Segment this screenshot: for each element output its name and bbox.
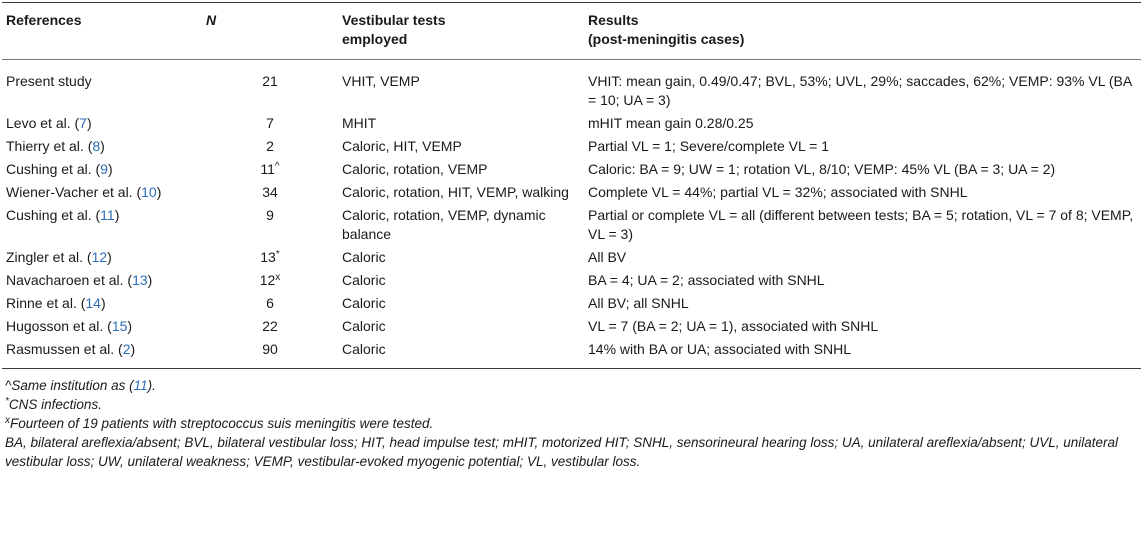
citation-link[interactable]: 7: [79, 115, 87, 131]
reference-cell: [2, 60, 202, 115]
n-value: 34: [262, 184, 278, 200]
results-cell: All BV: [588, 249, 627, 265]
n-cell: [202, 160, 338, 183]
footnote-mark: ^: [274, 161, 280, 172]
table-row: [2, 183, 1141, 206]
reference-name: Hugosson et al. (: [6, 318, 112, 334]
n-value: 12: [259, 272, 276, 288]
header-results-line1: Results: [588, 12, 639, 28]
citation-link[interactable]: 2: [122, 341, 131, 357]
table-row: [2, 60, 1141, 115]
footnote-text: CNS infections.: [8, 397, 102, 412]
reference-cell: [2, 160, 202, 183]
n-cell: [202, 183, 338, 206]
n-cell: [202, 137, 338, 160]
header-row: [2, 3, 1141, 60]
n-value: 6: [266, 295, 274, 311]
table-row: [2, 317, 1141, 340]
reference-close: ): [114, 207, 120, 223]
citation-link[interactable]: 10: [141, 184, 157, 200]
reference-cell: [2, 271, 202, 294]
reference-name: Rasmussen et al. (: [6, 341, 123, 357]
table-row: [2, 248, 1141, 271]
reference-name: Cushing et al. (: [6, 161, 101, 177]
footnote-mark: *: [5, 396, 9, 407]
results-cell: VHIT: mean gain, 0.49/0.47; BVL, 53%; UVL, 29%; saccades, 62%; VEMP: 93% VL (BA = 10; UA = 3): [588, 73, 1132, 108]
footnote-mark: ^: [5, 378, 12, 393]
tests-cell: Caloric: [342, 318, 386, 334]
tests-cell: Caloric: [342, 272, 386, 288]
n-value: 22: [262, 318, 278, 334]
header-tests: [338, 3, 584, 60]
citation-link[interactable]: 11: [100, 207, 115, 223]
reference-cell: [2, 183, 202, 206]
n-cell: [202, 248, 338, 271]
results-cell: 14% with BA or UA; associated with SNHL: [588, 341, 852, 357]
reference-close: ): [107, 249, 112, 265]
tests-cell: Caloric, rotation, VEMP, dynamic balance: [342, 207, 546, 242]
footnote-caret: [5, 376, 1141, 395]
results-cell: BA = 4; UA = 2; associated with SNHL: [588, 272, 825, 288]
reference-name: Levo et al. (: [6, 115, 80, 131]
results-cell: Complete VL = 44%; partial VL = 32%; associated with SNHL: [588, 184, 968, 200]
table-row: [2, 137, 1141, 160]
results-cell: Partial VL = 1; Severe/complete VL = 1: [588, 138, 829, 154]
tests-cell: Caloric, rotation, HIT, VEMP, walking: [342, 184, 569, 200]
reference-cell: [2, 248, 202, 271]
table-row: [2, 206, 1141, 248]
tests-cell: Caloric: [342, 295, 386, 311]
citation-link[interactable]: 15: [111, 318, 128, 334]
reference-cell: [2, 114, 202, 137]
footnote-mark: x: [275, 272, 281, 283]
n-cell: [202, 317, 338, 340]
results-cell: mHIT mean gain 0.28/0.25: [588, 115, 754, 131]
reference-close: ): [130, 341, 136, 357]
results-cell: All BV; all SNHL: [588, 295, 689, 311]
citation-link[interactable]: 14: [85, 295, 101, 311]
footnote-x: [5, 414, 1141, 433]
n-value: 2: [266, 138, 274, 154]
tests-cell: Caloric, HIT, VEMP: [342, 138, 462, 154]
reference-cell: [2, 340, 202, 369]
reference-close: ): [147, 272, 153, 288]
tests-cell: VHIT, VEMP: [342, 73, 420, 89]
n-cell: [202, 206, 338, 248]
n-value: 21: [262, 73, 278, 89]
table-page: [0, 2, 1143, 547]
reference-close: ): [86, 115, 92, 131]
n-value: 13: [260, 249, 276, 265]
n-value: 90: [262, 341, 278, 357]
table-row: [2, 160, 1141, 183]
footnote-mark: *: [275, 249, 280, 260]
footnote-text: Same institution as (: [11, 378, 134, 393]
citation-link[interactable]: 13: [132, 272, 148, 288]
n-cell: [202, 60, 338, 115]
header-n: N: [202, 3, 338, 60]
references-table: [2, 2, 1141, 369]
reference-close: ): [127, 318, 133, 334]
footnote-close: ).: [147, 378, 156, 393]
reference-close: ): [107, 161, 113, 177]
header-results-line2: (post-meningitis cases): [588, 31, 745, 47]
citation-link[interactable]: 9: [100, 161, 108, 177]
table-footnotes: [2, 376, 1141, 471]
n-cell: [202, 271, 338, 294]
citation-link[interactable]: 8: [92, 138, 101, 154]
n-value: 7: [266, 115, 274, 131]
n-cell: [202, 340, 338, 369]
table-row: [2, 114, 1141, 137]
reference-name: Zingler et al. (: [6, 249, 92, 265]
reference-cell: [2, 206, 202, 248]
footnote-abbreviations: BA, bilateral areflexia/absent; BVL, bilateral vestibular loss; HIT, head impulse test; mHIT, motorized HIT; SNHL, sensorineural hearing loss; UA, unilateral areflexia/absent; UVL, unilateral vestibular loss; UW, unilateral weakness; VEMP, vestibular-evoked myogenic potential; VL, vestibular loss.: [5, 435, 1119, 469]
tests-cell: Caloric, rotation, VEMP: [342, 161, 488, 177]
tests-cell: MHIT: [342, 115, 377, 131]
header-tests-line1: Vestibular tests: [342, 12, 446, 28]
reference-cell: [2, 137, 202, 160]
reference-close: ): [100, 295, 106, 311]
header-results: [584, 3, 1141, 60]
header-tests-line2: employed: [342, 31, 408, 47]
tests-cell: Caloric: [342, 249, 386, 265]
results-cell: Caloric: BA = 9; UW = 1; rotation VL, 8/10; VEMP: 45% VL (BA = 3; UA = 2): [588, 161, 1056, 177]
reference-name: Present study: [6, 73, 92, 89]
footnote-text: Fourteen of 19 patients with streptococcus suis meningitis were tested.: [10, 416, 434, 431]
footnote-star: [5, 395, 1141, 414]
n-value: 9: [266, 207, 274, 223]
results-cell: VL = 7 (BA = 2; UA = 1), associated with SNHL: [588, 318, 879, 334]
tests-cell: Caloric: [342, 341, 386, 357]
citation-link[interactable]: 12: [91, 249, 108, 265]
n-cell: [202, 114, 338, 137]
reference-name: Rinne et al. (: [6, 295, 86, 311]
reference-name: Navacharoen et al. (: [6, 272, 133, 288]
citation-link[interactable]: 11: [133, 378, 148, 393]
reference-name: Cushing et al. (: [6, 207, 101, 223]
table-row: [2, 294, 1141, 317]
reference-close: ): [156, 184, 162, 200]
reference-cell: [2, 317, 202, 340]
results-cell: Partial or complete VL = all (different between tests; BA = 5; rotation, VL = 7 of 8; VEMP, VL = 3): [588, 207, 1134, 242]
reference-name: Wiener-Vacher et al. (: [6, 184, 142, 200]
reference-name: Thierry et al. (: [6, 138, 93, 154]
n-value: 11: [260, 161, 275, 177]
n-cell: [202, 294, 338, 317]
table-row: [2, 271, 1141, 294]
header-references: References: [2, 3, 202, 60]
footnote-mark: x: [5, 415, 10, 426]
table-row: [2, 340, 1141, 369]
reference-close: ): [100, 138, 105, 154]
reference-cell: [2, 294, 202, 317]
